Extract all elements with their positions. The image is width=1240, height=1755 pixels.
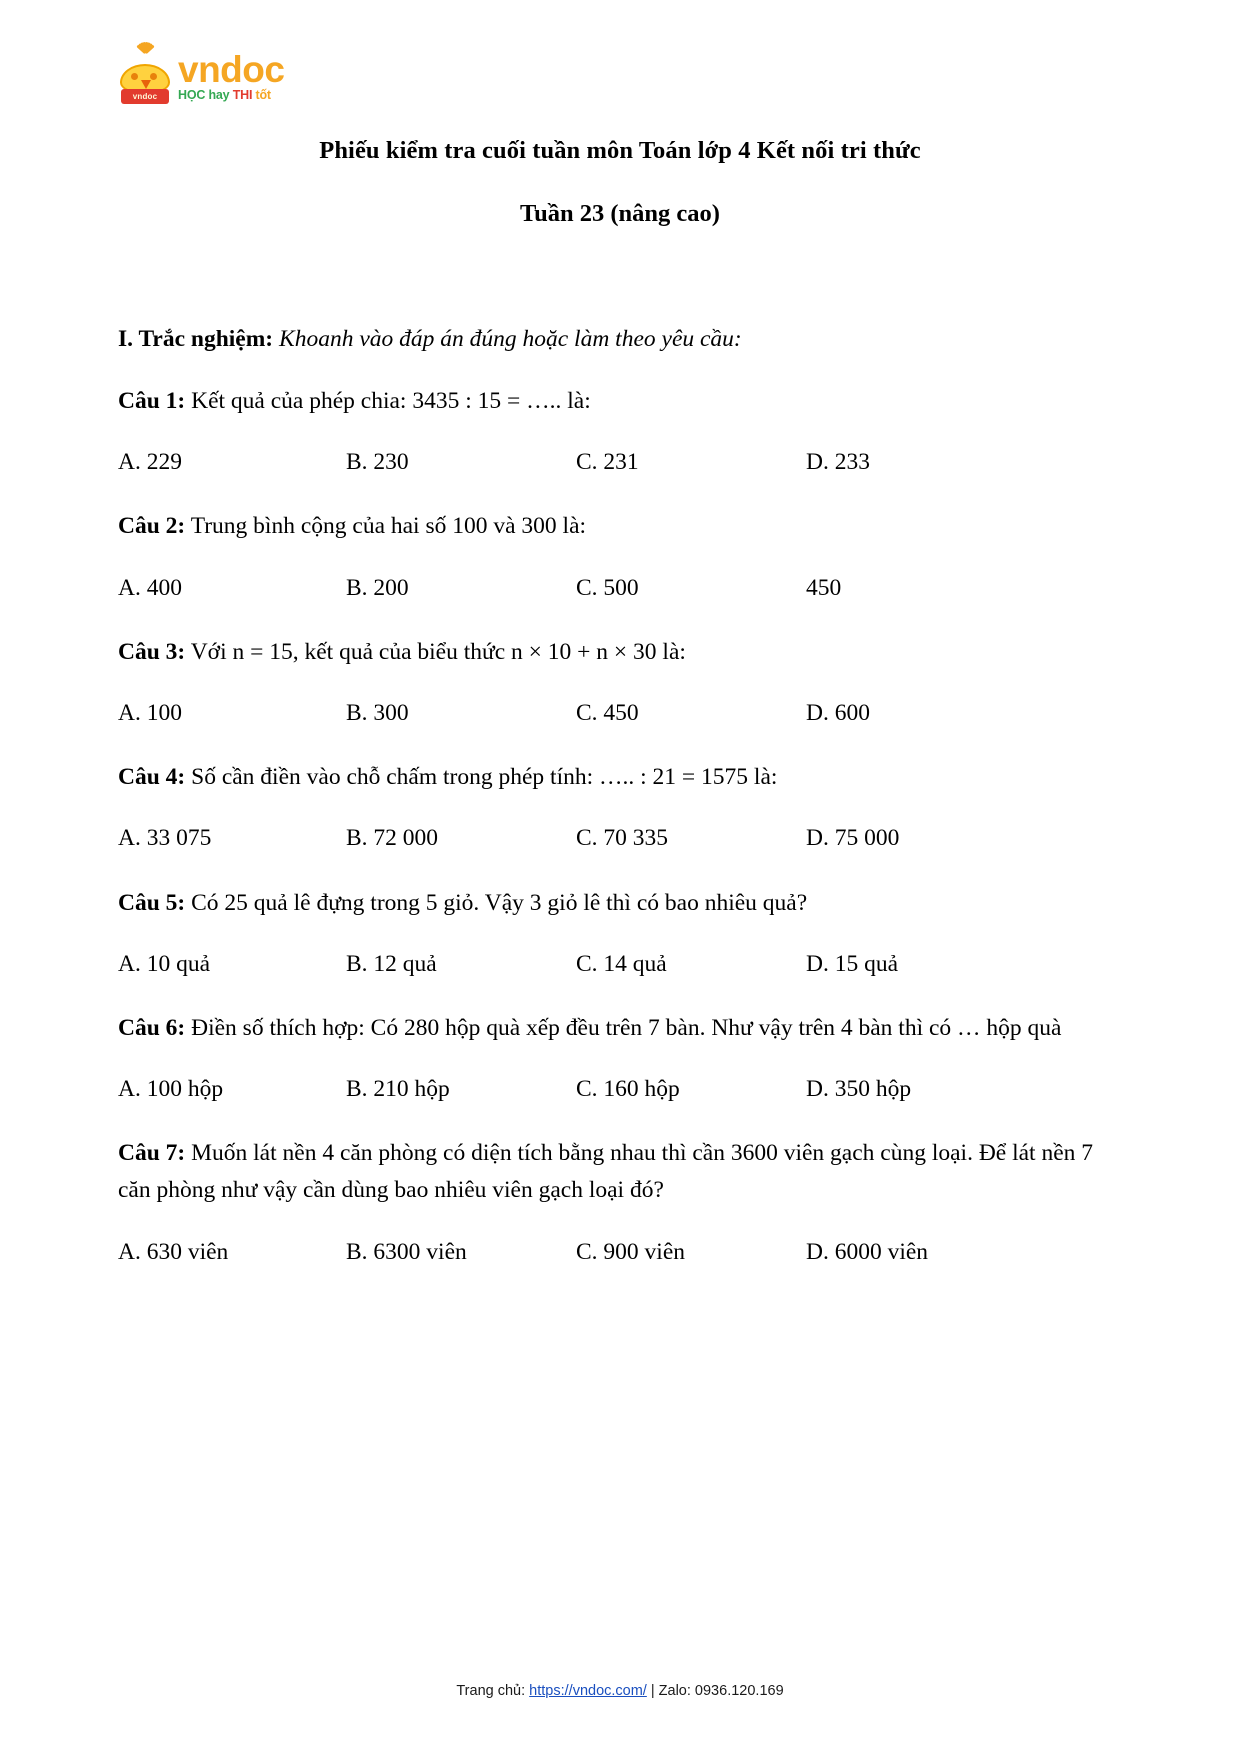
exam-body xyxy=(118,322,1122,1298)
mascot-beak xyxy=(141,80,151,89)
question-2-options xyxy=(118,571,1122,606)
question-2-option-c[interactable]: C. 500 xyxy=(576,574,639,601)
question-4-options xyxy=(118,821,1122,856)
question-6-text xyxy=(118,1010,1122,1047)
question-3-option-c[interactable]: C. 450 xyxy=(576,699,639,726)
section-heading-instruction: Khoanh vào đáp án đúng hoặc làm theo yêu cầu: xyxy=(273,326,742,352)
question-5-option-d[interactable]: D. 15 quả xyxy=(806,950,899,977)
question-5-body: Có 25 quả lê đựng trong 5 giỏ. Vậy 3 giỏ lê thì có bao nhiêu quả? xyxy=(185,889,808,916)
question-5 xyxy=(118,885,1122,982)
footer-suffix: | Zalo: 0936.120.169 xyxy=(646,1683,784,1699)
question-7-option-b[interactable]: B. 6300 viên xyxy=(346,1238,467,1265)
question-4-option-c[interactable]: C. 70 335 xyxy=(576,825,669,852)
tagline-part-hay: hay xyxy=(208,88,230,102)
question-6-label: Câu 6: xyxy=(118,1014,186,1041)
question-6-option-d[interactable]: D. 350 hộp xyxy=(806,1076,912,1103)
question-3-label: Câu 3: xyxy=(118,638,186,665)
question-2-body: Trung bình cộng của hai số 100 và 300 là: xyxy=(185,513,587,540)
question-1-option-c[interactable]: C. 231 xyxy=(576,449,639,476)
logo-tagline xyxy=(178,88,284,103)
question-1-option-d[interactable]: D. 233 xyxy=(806,449,870,476)
mascot-eye-left xyxy=(131,73,138,80)
question-1-options xyxy=(118,445,1122,480)
vndoc-logo xyxy=(118,49,298,114)
mascot-eye-right xyxy=(150,73,157,80)
question-4-body: Số cần điền vào chỗ chấm trong phép tính: ….. : 21 = 1575 là: xyxy=(185,764,778,791)
sun-mascot-icon xyxy=(118,53,172,103)
footer-prefix: Trang chủ: xyxy=(456,1683,530,1699)
logo-wordmark xyxy=(178,49,285,103)
question-4-option-a[interactable]: A. 33 075 xyxy=(118,825,212,852)
question-2-option-b[interactable]: B. 200 xyxy=(346,574,409,601)
question-3-option-a[interactable]: A. 100 xyxy=(118,699,182,726)
question-4-option-b[interactable]: B. 72 000 xyxy=(346,825,439,852)
page-footer xyxy=(0,1683,1240,1699)
question-6-options xyxy=(118,1072,1122,1107)
question-4-option-d[interactable]: D. 75 000 xyxy=(806,825,900,852)
question-3-options xyxy=(118,696,1122,731)
question-1-label: Câu 1: xyxy=(118,388,186,415)
question-7-body: Muốn lát nền 4 căn phòng có diện tích bằng nhau thì cần 3600 viên gạch cùng loại. Để lát nền 7 căn phòng như vậy cần dùng bao nhiêu viên gạch loại đó? xyxy=(118,1140,1094,1204)
footer-homepage-link[interactable]: https://vndoc.com/ xyxy=(529,1683,647,1699)
logo-row xyxy=(118,49,298,103)
section-heading-lead: I. Trắc nghiệm: xyxy=(118,326,274,352)
question-7-text xyxy=(118,1135,1122,1209)
question-5-option-a[interactable]: A. 10 quả xyxy=(118,950,211,977)
question-2-text xyxy=(118,508,1122,545)
question-5-options xyxy=(118,947,1122,982)
tagline-part-thi: THI xyxy=(232,88,253,102)
question-7-option-a[interactable]: A. 630 viên xyxy=(118,1238,229,1265)
question-6 xyxy=(118,1010,1122,1107)
question-1 xyxy=(118,383,1122,480)
question-7-label: Câu 7: xyxy=(118,1140,186,1167)
question-3-body: Với n = 15, kết quả của biểu thức n × 10 + n × 30 là: xyxy=(185,638,686,665)
tagline-part-tot: tốt xyxy=(255,88,271,102)
tagline-part-hoc: HỌC xyxy=(178,88,206,102)
question-3-option-b[interactable]: B. 300 xyxy=(346,699,409,726)
question-4 xyxy=(118,759,1122,856)
question-7-option-d[interactable]: D. 6000 viên xyxy=(806,1238,929,1265)
question-1-option-a[interactable]: A. 229 xyxy=(118,449,182,476)
page-title: Phiếu kiểm tra cuối tuần môn Toán lớp 4 Kết nối tri thức xyxy=(319,137,921,164)
question-2-label: Câu 2: xyxy=(118,513,186,540)
question-6-option-b[interactable]: B. 210 hộp xyxy=(346,1076,450,1103)
question-3 xyxy=(118,634,1122,731)
question-4-text xyxy=(118,759,1122,796)
question-5-text xyxy=(118,885,1122,922)
question-7 xyxy=(118,1135,1122,1270)
question-3-text xyxy=(118,634,1122,671)
page-subtitle: Tuần 23 (nâng cao) xyxy=(520,200,720,227)
question-5-label: Câu 5: xyxy=(118,889,186,916)
question-6-body: Điền số thích hợp: Có 280 hộp quà xếp đều trên 7 bàn. Như vậy trên 4 bàn thì có … hộp quà xyxy=(185,1014,1062,1041)
question-2-option-a[interactable]: A. 400 xyxy=(118,574,182,601)
question-7-option-c[interactable]: C. 900 viên xyxy=(576,1238,686,1265)
question-3-option-d[interactable]: D. 600 xyxy=(806,699,870,726)
question-1-option-b[interactable]: B. 230 xyxy=(346,449,409,476)
question-6-option-c[interactable]: C. 160 hộp xyxy=(576,1076,680,1103)
question-1-body: Kết quả của phép chia: 3435 : 15 = ….. là: xyxy=(185,388,591,415)
question-1-text xyxy=(118,383,1122,420)
question-5-option-c[interactable]: C. 14 quả xyxy=(576,950,667,977)
logo-word: vndoc xyxy=(178,49,285,90)
question-5-option-b[interactable]: B. 12 quả xyxy=(346,950,437,977)
section-heading xyxy=(118,322,1122,356)
question-6-option-a[interactable]: A. 100 hộp xyxy=(118,1076,224,1103)
logo-badge: vndoc xyxy=(121,89,169,104)
question-2-option-d[interactable]: 450 xyxy=(806,574,842,601)
question-2 xyxy=(118,508,1122,605)
question-7-options xyxy=(118,1235,1122,1270)
question-4-label: Câu 4: xyxy=(118,764,186,791)
